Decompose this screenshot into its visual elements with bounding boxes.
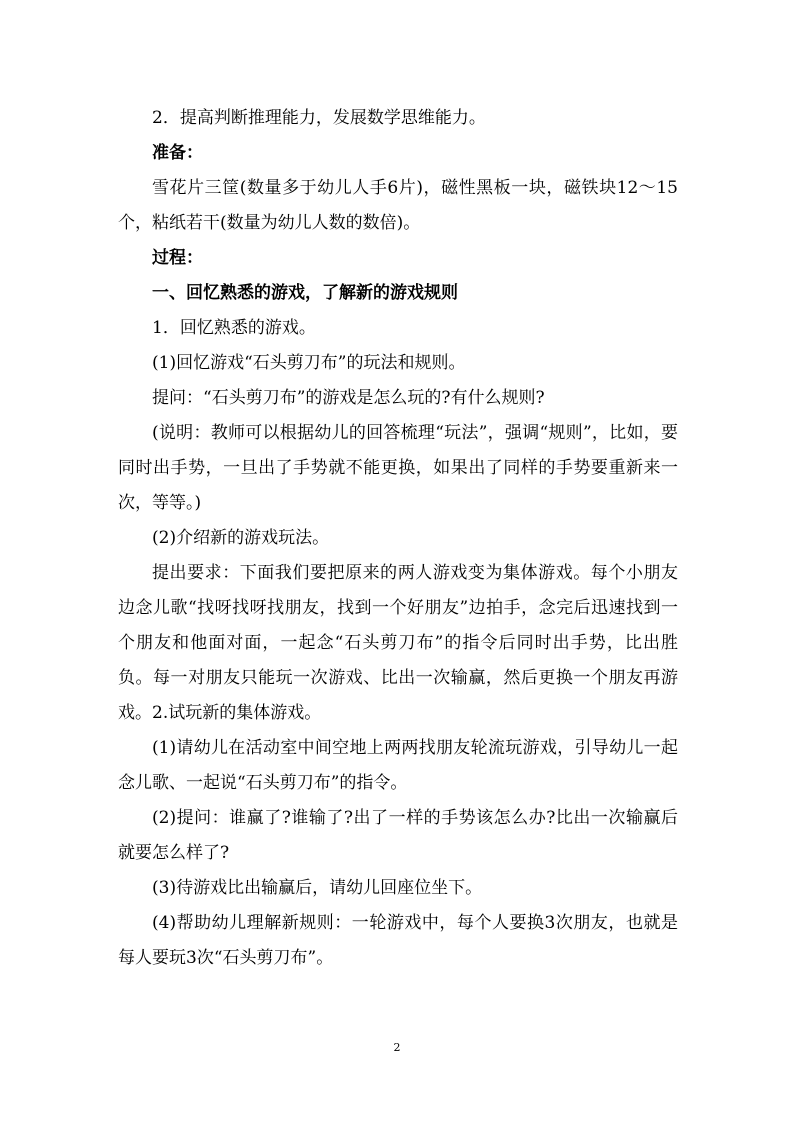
step-2-title: 2.试玩新的集体游戏。	[152, 703, 322, 723]
page-number: 2	[393, 1041, 401, 1054]
heading-process: 过程：	[152, 248, 203, 268]
section-heading-1: 一、回忆熟悉的游戏，了解新的游戏规则	[152, 283, 458, 303]
step-2-3: (3)待游戏比出输赢后，请幼儿回座位坐下。	[152, 878, 483, 898]
heading-preparation: 准备：	[152, 143, 203, 163]
step-2-1: (1)请幼儿在活动室中间空地上两两找朋友轮流玩游戏，引导幼儿一起念儿歌、一起说“石头剪刀布”的指令。	[118, 738, 678, 793]
step-1-1: (1)回忆游戏“石头剪刀布”的玩法和规则。	[152, 353, 466, 373]
question-paragraph: 提问：“石头剪刀布”的游戏是怎么玩的?有什么规则?	[152, 388, 545, 408]
paragraph-goal-2: 2．提高判断推理能力，发展数学思维能力。	[152, 108, 486, 128]
paragraph-materials: 雪花片三筐(数量多于幼儿人手6片)，磁性黑板一块，磁铁块12～15个，粘纸若干(数量为幼儿人数的数倍)。	[118, 178, 678, 233]
explanation-paragraph: (说明：教师可以根据幼儿的回答梳理“玩法”，强调“规则”，比如，要同时出手势，一旦出了手势就不能更换，如果出了同样的手势要重新来一次，等等。)	[118, 423, 678, 513]
requirement-paragraph: 提出要求：下面我们要把原来的两人游戏变为集体游戏。每个小朋友边念儿歌“找呀找呀找朋友，找到一个好朋友”边拍手，念完后迅速找到一个朋友和他面对面，一起念“石头剪刀布”的指令后同时出手势，比出胜负。每一对朋友只能玩一次游戏、比出一次输赢，然后更换一个朋友再游戏。	[118, 563, 678, 723]
step-2-2: (2)提问：谁赢了?谁输了?出了一样的手势该怎么办?比出一次输赢后就要怎么样了?	[118, 808, 678, 863]
step-1-title: 1．回忆熟悉的游戏。	[152, 318, 316, 338]
step-2-4: (4)帮助幼儿理解新规则：一轮游戏中，每个人要换3次朋友，也就是每人要玩3次“石头剪刀布”。	[118, 913, 678, 968]
step-1-2: (2)介绍新的游戏玩法。	[152, 528, 330, 548]
